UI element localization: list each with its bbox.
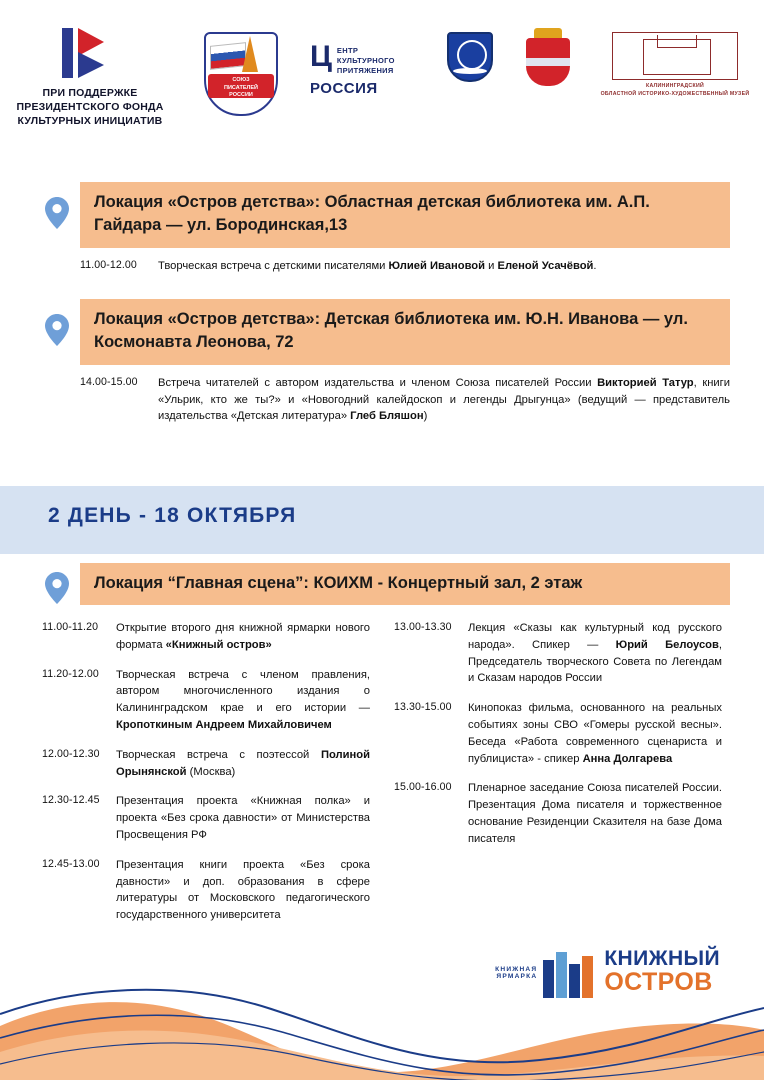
- location-block-2: [0, 299, 764, 425]
- decorative-waves: [0, 960, 764, 1080]
- program-right-column: [394, 620, 722, 937]
- pfki-line-3: КУЛЬТУРНЫХ ИНИЦИАТИВ: [17, 115, 163, 128]
- schedule-row: [80, 375, 730, 425]
- ckp-rossiya-label: РОССИЯ: [310, 80, 378, 98]
- schedule-description: Презентация книги проекта «Без срока давности» и доп. образования в сфере литературы от Московского педагогического государственного университета: [116, 858, 370, 922]
- union-of-writers-ribbon-label: СОЮЗ ПИСАТЕЛЕЙ РОССИИ: [208, 74, 274, 98]
- schedule-time: 11.20-12.00: [42, 667, 99, 680]
- schedule-row: [394, 700, 722, 767]
- schedule-row: [42, 747, 370, 781]
- museum-line-2: ОБЛАСТНОЙ ИСТОРИКО-ХУДОЖЕСТВЕННЫЙ МУЗЕЙ: [600, 90, 750, 97]
- city-emblem-logo: [444, 28, 496, 86]
- schedule-row: [42, 857, 370, 924]
- union-of-writers-logo: [198, 28, 284, 120]
- schedule-time: 13.30-15.00: [394, 701, 452, 714]
- emblem-circle-icon: [457, 40, 487, 70]
- schedule-description: Встреча читателей с автором издательства и членом Союза писателей России Викторией Татур, книги «Ульрик, кто же ты?» и «Новогодний калейдоскоп и легенды Дрыгунца» (ведущий — представитель издательства «Детская литература» Глеб Бляшон): [158, 376, 730, 423]
- schedule-time: 12.00-12.30: [42, 747, 100, 760]
- schedule-description: Творческая встреча с детскими писателями Юлией Ивановой и Еленой Усачёвой.: [158, 259, 597, 272]
- location-pin-icon: [44, 196, 70, 230]
- location-block-1: [0, 182, 764, 275]
- schedule-time: 11.00-11.20: [42, 621, 99, 633]
- book-fair-label: КНИЖНАЯ ЯРМАРКА: [495, 966, 538, 980]
- book-island-name-line-1: КНИЖНЫЙ: [604, 947, 720, 971]
- presidential-fund-logo: [14, 28, 166, 129]
- program-left-column: [42, 620, 370, 937]
- schedule-time: 15.00-16.00: [394, 781, 452, 794]
- pfki-line-2: ПРЕЗИДЕНТСКОГО ФОНДА: [16, 101, 164, 114]
- location-title-banner: Локация “Главная сцена”: КОИХМ - Концертный зал, 2 этаж: [80, 563, 730, 605]
- schedule-description: Творческая встреча с членом правления, автором многочисленного издания о Калининградском крае и его истории — Кропоткиным Андреем Михайловичем: [116, 668, 370, 731]
- schedule-time: 14.00-15.00: [80, 375, 138, 388]
- book-island-name-line-2: ОСТРОВ: [604, 968, 713, 997]
- ckp-initial: Ц: [310, 40, 332, 73]
- pen-icon: [242, 36, 258, 72]
- day-two-location-block: [0, 563, 764, 605]
- schedule-description: Пленарное заседание Союза писателей России. Презентация Дома писателя и торжественное основание Резиденции Сказителя на базе Дома писателя: [468, 782, 722, 845]
- day-two-title: 2 ДЕНЬ - 18 ОКТЯБРЯ: [48, 504, 297, 527]
- schedule-row: [42, 793, 370, 843]
- schedule-description: Творческая встреча с поэтессой Полиной Орынянской (Москва): [116, 748, 370, 778]
- presidential-fund-icon: [62, 28, 118, 78]
- schedule-description: Открытие второго дня книжной ярмарки нового формата «Книжный остров»: [116, 622, 370, 651]
- schedule-description: Лекция «Сказы как культурный код русского народа». Спикер — Юрий Белоусов, Председатель творческого Совета по Легендам и Сказам народов России: [468, 622, 722, 685]
- schedule-time: 11.00-12.00: [80, 258, 137, 271]
- schedule-row: [80, 258, 730, 275]
- schedule-row: [42, 620, 370, 654]
- ckp-line-3: ПРИТЯЖЕНИЯ: [336, 66, 394, 76]
- location-title-banner: Локация «Остров детства»: Областная детская библиотека им. А.П. Гайдара — ул. Бородинская,13: [80, 182, 730, 248]
- museum-building-icon: [612, 32, 738, 80]
- regional-museum-logo: [600, 28, 750, 99]
- location-title-banner: Локация «Остров детства»: Детская библиотека им. Ю.Н. Иванова — ул. Космонавта Леонова, 72: [80, 299, 730, 365]
- flag-icon: [210, 42, 246, 70]
- pfki-line-1: ПРИ ПОДДЕРЖКЕ: [42, 87, 138, 99]
- ckp-line-1: ЕНТР: [336, 46, 359, 55]
- location-1-schedule: [80, 258, 730, 275]
- emblem-wave-icon: [453, 68, 487, 74]
- schedule-description: Кинопоказ фильма, основанного на реальных событиях зоны СВО «Гомеры русской весны». Беседа «Работа современного сценариста и публициста» - спикер Анна Долгарева: [468, 702, 722, 765]
- schedule-description: Презентация проекта «Книжная полка» и проекта «Без срока давности» от Министерства Просвещения РФ: [116, 795, 370, 841]
- presidential-fund-label: [14, 86, 166, 129]
- ckp-line-2: КУЛЬТУРНОГО: [336, 56, 395, 66]
- day-two-program: [0, 620, 764, 937]
- museum-line-1: КАЛИНИНГРАДСКИЙ: [645, 83, 704, 89]
- shield-band-icon: [526, 58, 570, 66]
- schedule-row: [394, 780, 722, 847]
- schedule-row: [42, 667, 370, 734]
- schedule-time: 12.30-12.45: [42, 794, 100, 807]
- kaliningrad-coat-of-arms: [522, 28, 574, 90]
- schedule-time: 12.45-13.00: [42, 857, 100, 870]
- location-pin-icon: [44, 571, 70, 605]
- schedule-time: 13.00-13.30: [394, 621, 452, 633]
- location-pin-icon: [44, 313, 70, 347]
- schedule-row: [394, 620, 722, 687]
- culture-center-logo: [310, 28, 418, 97]
- location-2-schedule: [80, 375, 730, 425]
- logo-strip: [0, 28, 764, 138]
